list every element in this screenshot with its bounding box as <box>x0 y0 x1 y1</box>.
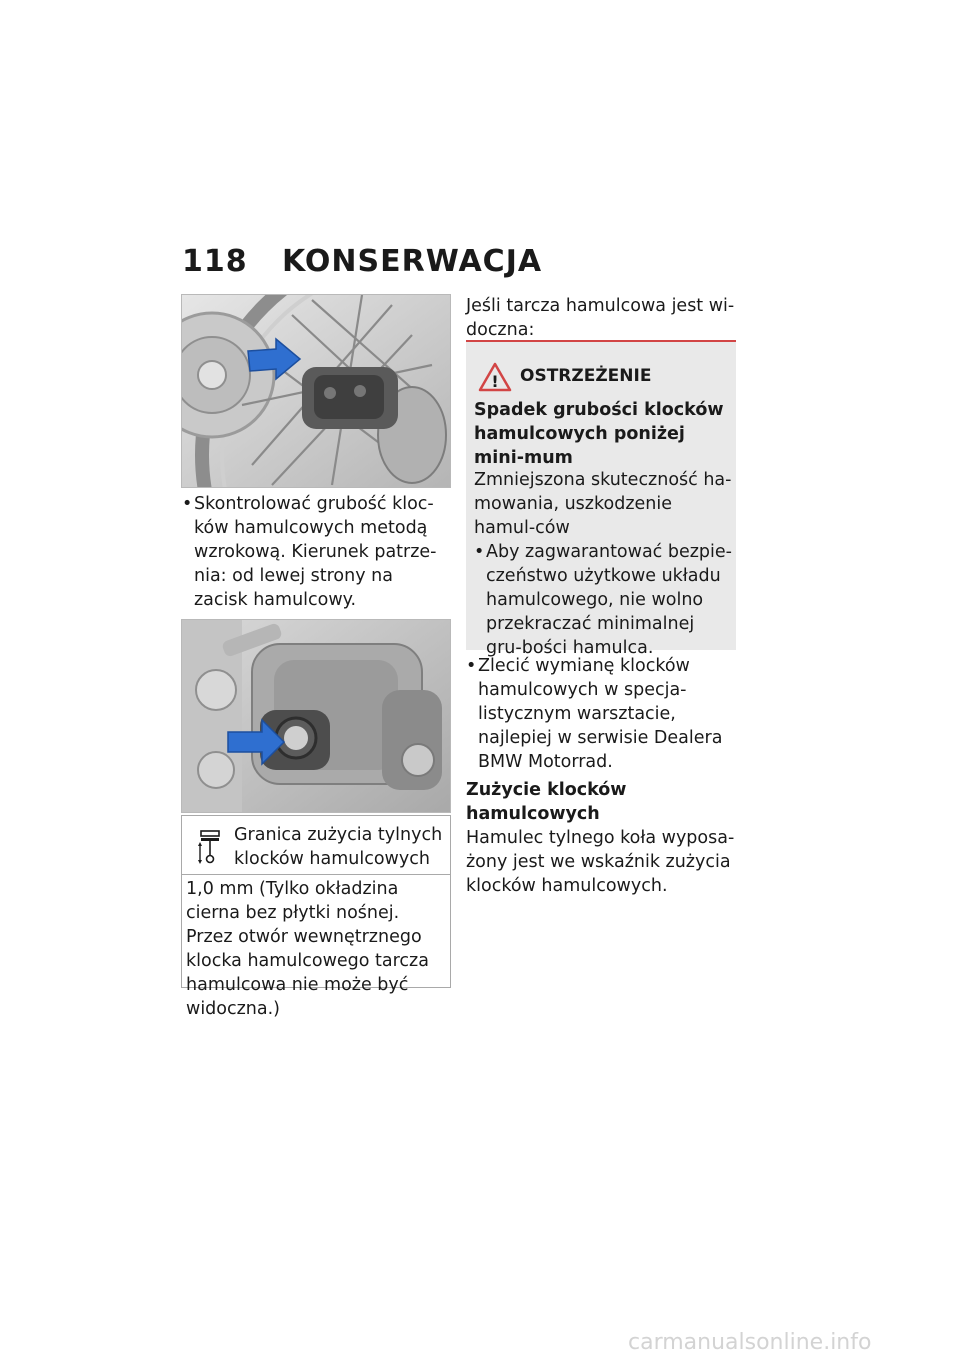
condition-intro: Jeśli tarcza hamulcowa jest wi-doczna: <box>466 296 735 340</box>
bullet-marker: • <box>466 656 477 676</box>
brake-caliper-wheel-photo <box>181 294 451 488</box>
subsection-heading: Zużycie klocków hamulcowych <box>466 780 627 824</box>
warning-consequence: Zmniejszona skuteczność ha-mowania, uszkodzenie hamul-ców <box>474 470 732 538</box>
brake-pad-closeup-photo <box>181 619 451 813</box>
page-header <box>182 244 742 284</box>
warning-box <box>466 340 736 658</box>
warning-exclamation: ! <box>491 372 499 391</box>
spec-header <box>182 816 450 875</box>
wear-limit-label: Granica zużycia tylnych klocków hamulcowych <box>234 825 443 869</box>
wear-indicator-paragraph: Hamulec tylnego koła wyposa-żony jest we wskaźnik zużycia klocków hamulcowych. <box>466 828 735 896</box>
replacement-text: Zlecić wymianę klocków hamulcowych w specja-listycznym warsztacie, najlepiej w serwisie Dealera BMW Motorrad. <box>478 656 723 772</box>
page-number: 118 <box>182 244 248 279</box>
section-title: KONSERWACJA <box>282 244 543 279</box>
warning-bullet-text: Aby zagwarantować bezpie-czeństwo użytkowe układu hamulcowego, nie wolno przekraczać minimalnej gru-bości hamulca. <box>486 542 732 658</box>
bullet-marker: • <box>474 542 485 562</box>
brake-pad-thickness-icon <box>198 828 222 866</box>
wear-limit-value: 1,0 mm (Tylko okładzina cierna bez płytki nośnej. Przez otwór wewnętrznego klocka hamulcowego tarcza hamulcowa nie może być widoczna.) <box>186 879 429 1019</box>
warning-title: OSTRZEŻENIE <box>520 366 652 386</box>
instruction-text: Skontrolować grubość kloc-ków hamulcowych metodą wzrokową. Kierunek patrze-nia: od lewej strony na zacisk hamulcowy. <box>194 494 437 610</box>
wear-limit-spec-box <box>181 815 451 1019</box>
warning-triangle-icon <box>478 362 512 392</box>
watermark: carmanualsonline.info <box>628 1330 872 1355</box>
bullet-marker: • <box>182 494 193 514</box>
warning-heading: Spadek grubości klocków hamulcowych poniżej mini-mum <box>474 400 724 468</box>
